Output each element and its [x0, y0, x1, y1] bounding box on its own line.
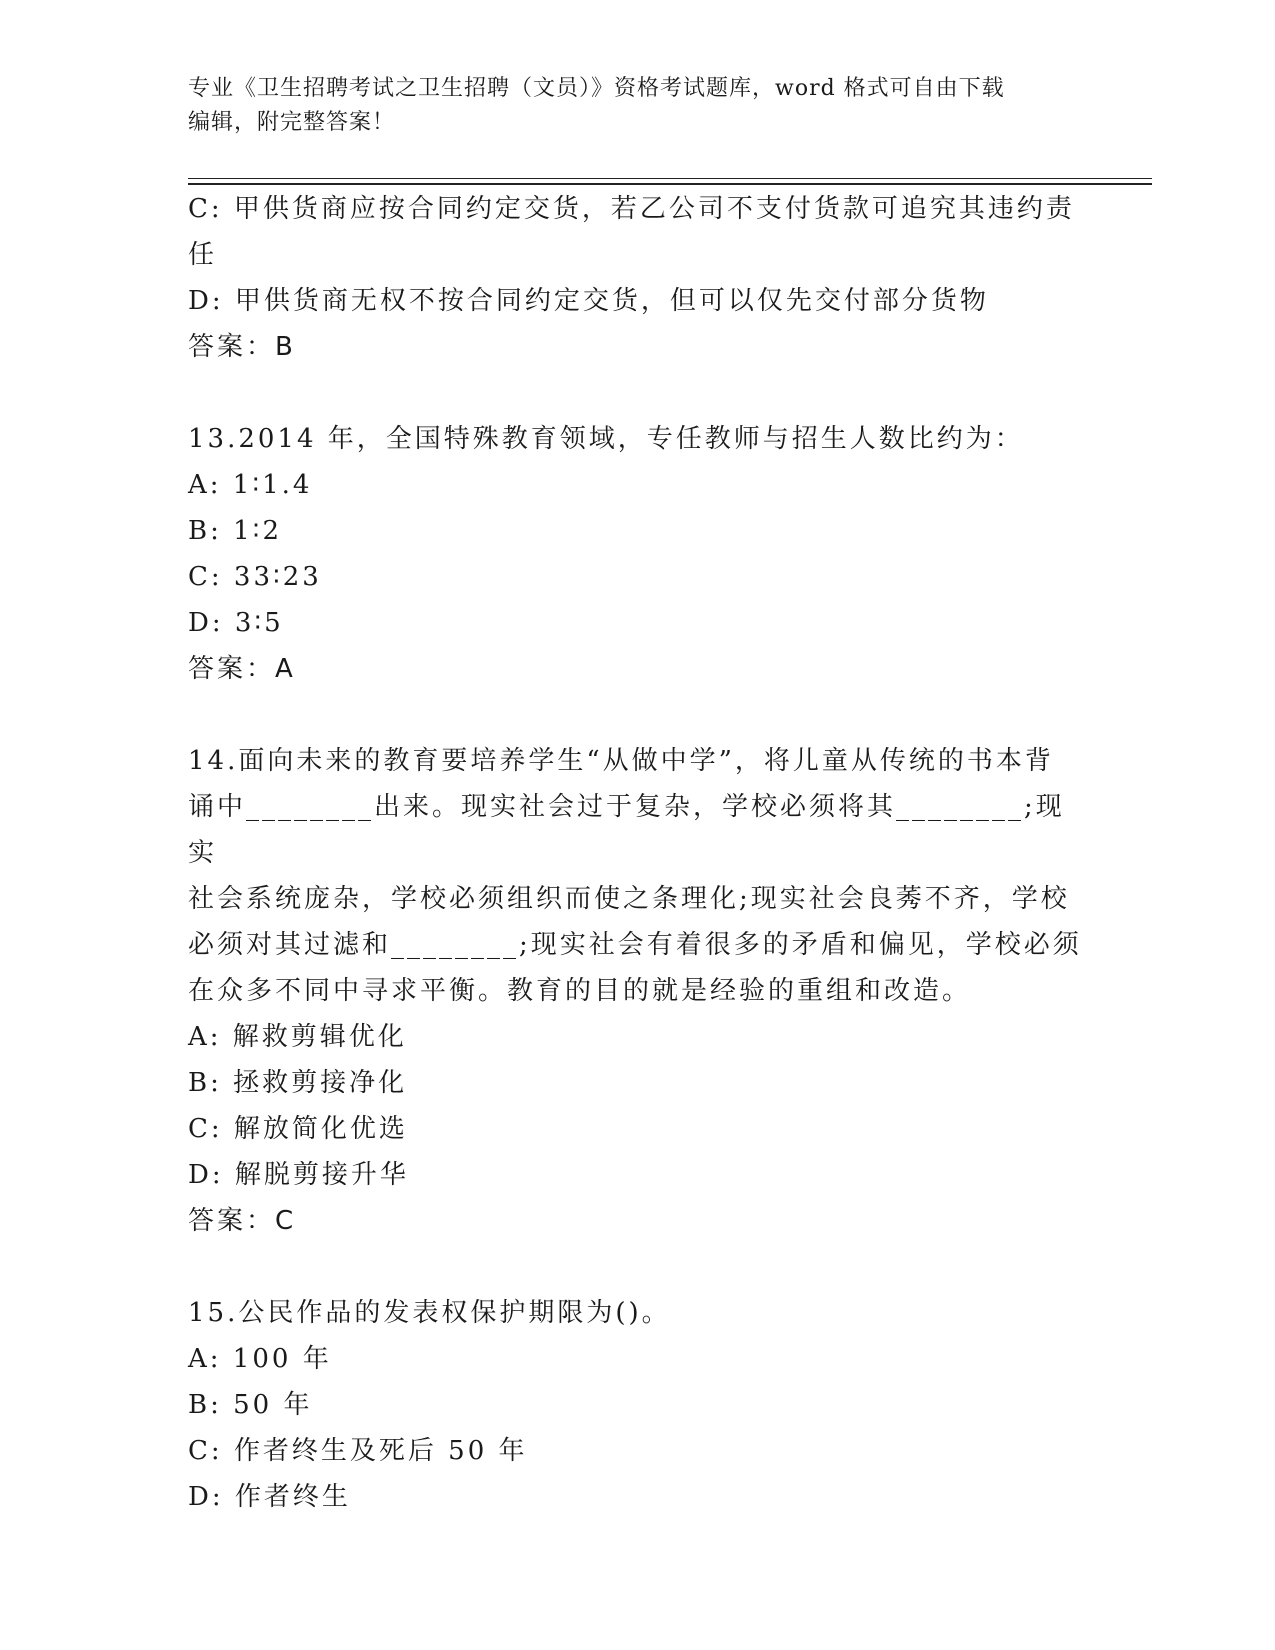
document-body — [188, 186, 1088, 1520]
option-b: B: 拯救剪接净化 — [188, 1068, 408, 1098]
option-d: D: 甲供货商无权不按合同约定交货，但可以仅先交付部分货物 — [188, 286, 989, 316]
option-c: C: 作者终生及死后 50 年 — [188, 1436, 528, 1466]
question-15 — [188, 1290, 1088, 1520]
option-a: A: 100 年 — [188, 1344, 332, 1374]
option-d: D: 3∶5 — [188, 608, 284, 638]
answer: 答案：B — [188, 332, 296, 362]
question-12-tail — [188, 186, 1088, 370]
question-text-line-5: 在众多不同中寻求平衡。教育的目的就是经验的重组和改造。 — [188, 976, 972, 1006]
answer: 答案：A — [188, 654, 296, 684]
spacer — [188, 370, 1088, 416]
option-c-line-1: C: 甲供货商应按合同约定交货，若乙公司不支付货款可追究其违约责 — [188, 194, 1075, 224]
question-text-line-3: 社会系统庞杂，学校必须组织而使之条理化;现实社会良莠不齐，学校 — [188, 884, 1070, 914]
question-text-line-1: 14.面向未来的教育要培养学生“从做中学”，将儿童从传统的书本背 — [188, 746, 1054, 776]
option-a: A: 解救剪辑优化 — [188, 1022, 407, 1052]
spacer — [188, 1244, 1088, 1290]
spacer — [188, 692, 1088, 738]
question-14 — [188, 738, 1088, 1244]
option-c: C: 解放简化优选 — [188, 1114, 408, 1144]
header-line-2: 编辑，附完整答案！ — [188, 110, 396, 135]
option-b: B: 1∶2 — [188, 516, 282, 546]
question-text-line-2: 诵中________出来。现实社会过于复杂，学校必须将其________;现实 — [188, 792, 1065, 868]
option-d: D: 解脱剪接升华 — [188, 1160, 409, 1190]
option-c-line-2: 任 — [188, 240, 218, 270]
option-b: B: 50 年 — [188, 1390, 313, 1420]
question-13 — [188, 416, 1088, 692]
document-header — [188, 72, 1068, 140]
option-d: D: 作者终生 — [188, 1482, 351, 1512]
option-c: C: 33∶23 — [188, 562, 322, 592]
answer: 答案：C — [188, 1206, 297, 1236]
header-line-1: 专业《卫生招聘考试之卫生招聘（文员）》资格考试题库，word 格式可自由下载 — [188, 76, 1005, 101]
question-text: 15.公民作品的发表权保护期限为()。 — [188, 1298, 671, 1328]
header-rule-thick — [188, 183, 1152, 185]
header-rule-thin — [188, 178, 1152, 179]
question-text: 13.2014 年，全国特殊教育领域，专任教师与招生人数比约为： — [188, 424, 1024, 454]
question-text-line-4: 必须对其过滤和________;现实社会有着很多的矛盾和偏见，学校必须 — [188, 930, 1082, 960]
option-a: A: 1∶1.4 — [188, 470, 313, 500]
